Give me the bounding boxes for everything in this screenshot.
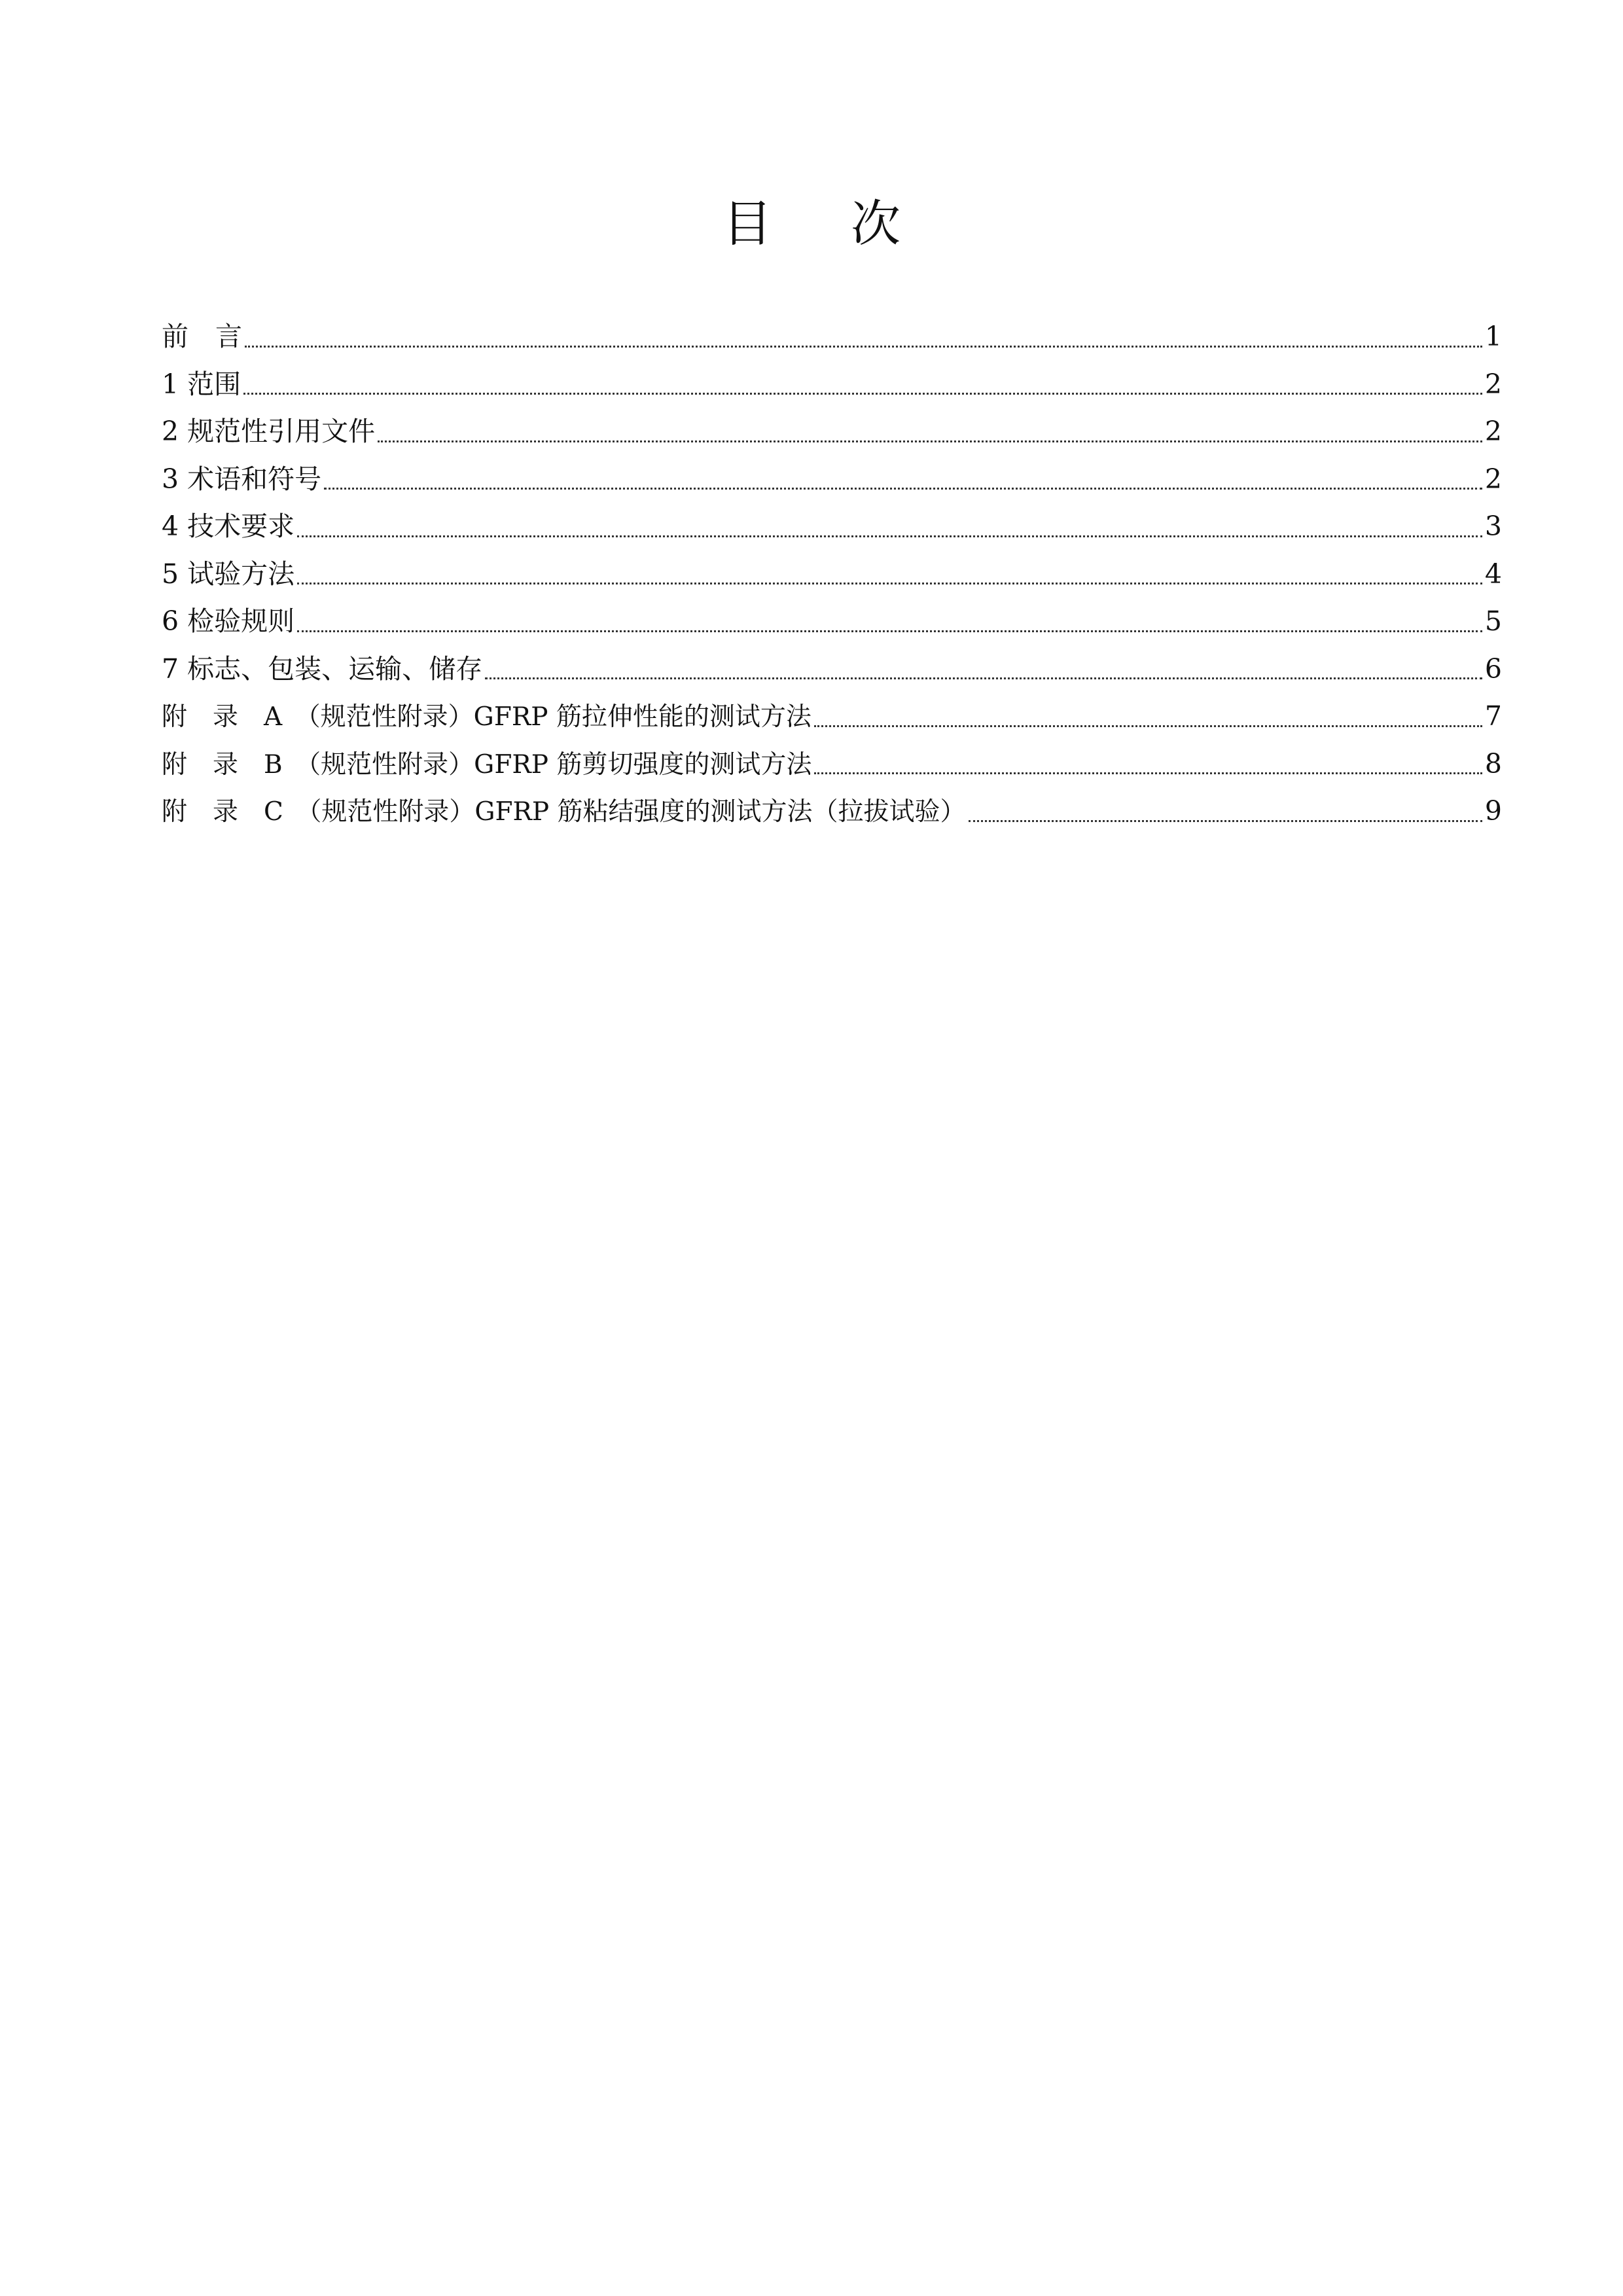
toc-entry-terms-symbols[interactable]	[162, 456, 1502, 503]
toc-entry-label: 3 术语和符号	[162, 463, 322, 495]
toc-entry-page: 9	[1484, 795, 1502, 827]
toc-dot-leader	[814, 725, 1482, 727]
toc-dot-leader	[297, 583, 1482, 584]
toc-dot-leader	[378, 440, 1482, 442]
table-of-contents	[162, 313, 1502, 835]
toc-entry-label: 1 范围	[162, 368, 241, 400]
toc-entry-appendix-b[interactable]	[162, 740, 1502, 788]
toc-entry-marking-packaging[interactable]	[162, 645, 1502, 693]
title-part-1: 目	[722, 194, 772, 253]
toc-entry-page: 1	[1484, 321, 1502, 352]
toc-entry-page: 3	[1484, 511, 1502, 542]
toc-entry-technical-requirements[interactable]	[162, 503, 1502, 550]
toc-entry-page: 5	[1484, 605, 1502, 637]
toc-dot-leader	[297, 630, 1482, 632]
toc-entry-page: 2	[1484, 416, 1502, 447]
title-part-2: 次	[851, 194, 901, 253]
toc-entry-label: 5 试验方法	[162, 558, 295, 590]
toc-entry-appendix-a[interactable]	[162, 692, 1502, 740]
toc-entry-appendix-c[interactable]	[162, 787, 1502, 835]
toc-entry-label: 7 标志、包装、运输、储存	[162, 653, 483, 685]
toc-entry-label: 4 技术要求	[162, 511, 295, 542]
toc-entry-test-methods[interactable]	[162, 550, 1502, 598]
toc-entry-label: 前 言	[162, 321, 242, 352]
toc-entry-page: 7	[1484, 700, 1502, 732]
toc-entry-page: 6	[1484, 653, 1502, 685]
toc-dot-leader	[324, 488, 1482, 490]
toc-entry-page: 8	[1484, 747, 1502, 780]
toc-entry-label: 附 录 B （规范性附录）GFRP 筋剪切强度的测试方法	[162, 749, 812, 780]
toc-entry-foreword[interactable]	[162, 313, 1502, 361]
toc-dot-leader	[814, 772, 1482, 774]
toc-entry-label: 2 规范性引用文件	[162, 416, 376, 447]
toc-entry-label: 附 录 A （规范性附录）GFRP 筋拉伸性能的测试方法	[162, 702, 812, 732]
page-title	[0, 191, 1623, 257]
toc-dot-leader	[485, 677, 1482, 679]
toc-entry-inspection-rules[interactable]	[162, 598, 1502, 645]
toc-dot-leader	[297, 535, 1482, 537]
toc-dot-leader	[245, 346, 1482, 348]
toc-entry-page: 4	[1484, 558, 1502, 590]
toc-dot-leader	[243, 393, 1482, 395]
toc-entry-label: 附 录 C （规范性附录）GFRP 筋粘结强度的测试方法（拉拔试验）	[162, 797, 966, 827]
toc-entry-page: 2	[1484, 463, 1502, 495]
toc-entry-normative-references[interactable]	[162, 408, 1502, 456]
toc-entry-label: 6 检验规则	[162, 605, 295, 637]
toc-entry-scope[interactable]	[162, 361, 1502, 408]
toc-entry-page: 2	[1484, 368, 1502, 400]
toc-dot-leader	[969, 820, 1482, 822]
